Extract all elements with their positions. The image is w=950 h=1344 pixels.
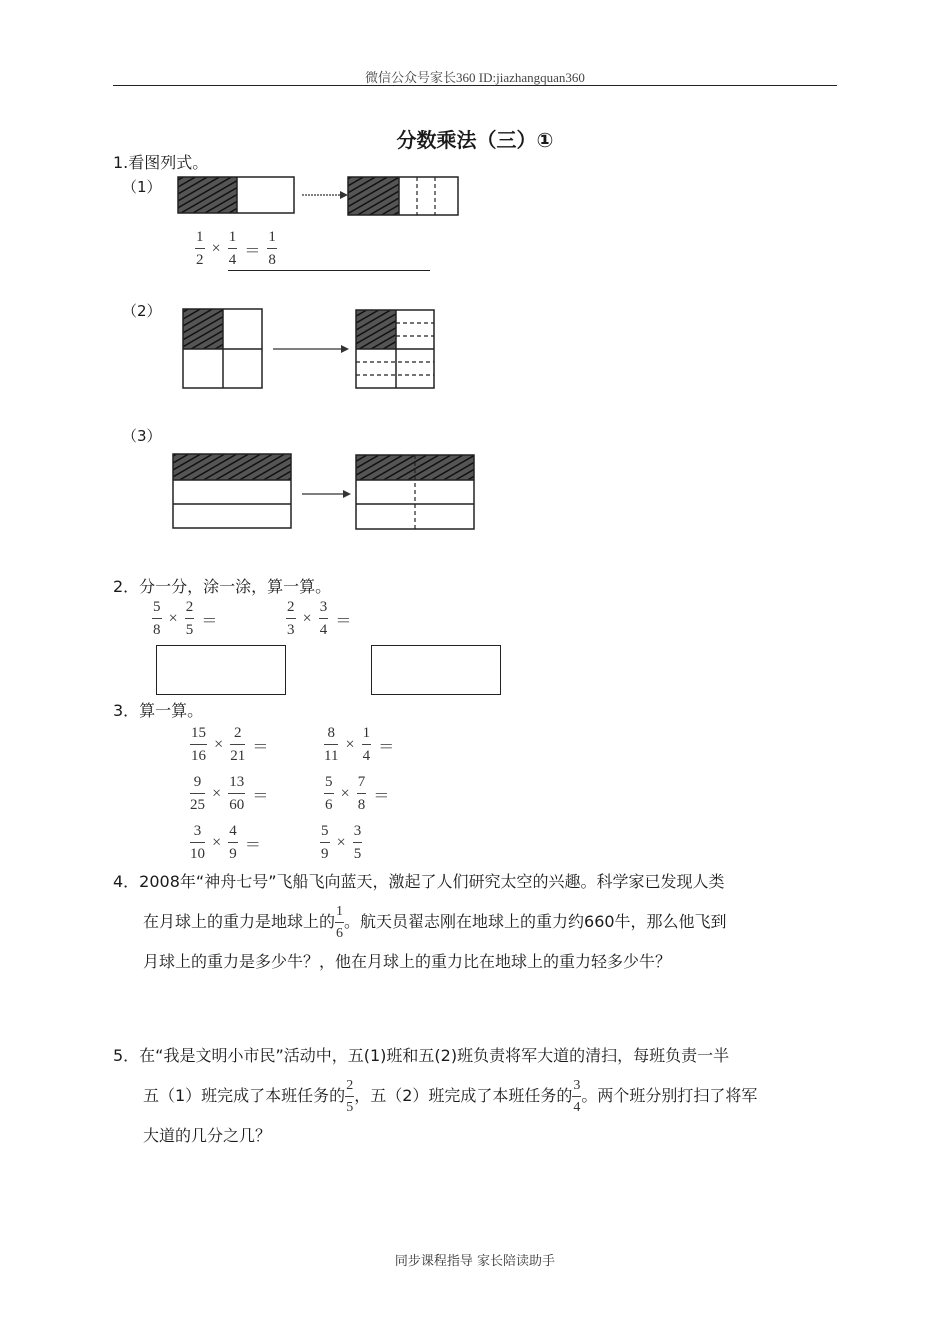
q2-heading: 2．分一分，涂一涂，算一算。 — [113, 577, 332, 596]
fig1-right-shaded — [348, 177, 399, 215]
fraction: $\frac{2}{5}$ — [346, 1077, 354, 1115]
q1-fig3 — [165, 446, 485, 536]
q3-expr-2: $\frac{8}{11}$ × $\frac{1}{4}$ ＝ — [324, 725, 395, 764]
fig2-left-shaded — [183, 309, 223, 349]
q5-line-2: 五（1）班完成了本班任务的 $\frac{2}{5}$ ，五（2）班完成了本班任务的 $\frac{3}{4}$ 。两个班分别打扫了将军 — [143, 1077, 758, 1115]
q3-heading: 3．算一算。 — [113, 701, 204, 720]
header-rule — [113, 85, 837, 86]
q2-drawing-box-2[interactable] — [371, 645, 501, 695]
fraction: $\frac{5}{8}$ — [153, 599, 161, 638]
q3-expr-3: $\frac{9}{25}$ × $\frac{13}{60}$ ＝ — [190, 774, 269, 813]
q5-text — [113, 1036, 853, 1156]
fraction: $\frac{3}{4}$ — [319, 599, 328, 638]
q1-fig2 — [175, 302, 445, 394]
q2-expr-1: $\frac{5}{8}$ × $\frac{2}{5}$ ＝ — [153, 599, 218, 638]
q1-sub1-label: （1） — [122, 178, 162, 196]
q4-line-2: 在月球上的重力是地球上的 $\frac{1}{6}$ 。航天员翟志刚在地球上的重力约660牛，那么他飞到 — [143, 903, 727, 941]
q1-heading: 1.看图列式。 — [113, 153, 209, 172]
fig1-left-shaded — [178, 177, 237, 213]
q3-expr-5: $\frac{3}{10}$ × $\frac{4}{9}$ ＝ — [190, 823, 261, 862]
page-header: 微信公众号家长360 ID:jiazhangquan360 — [365, 70, 585, 85]
fraction: $\frac{3}{4}$ — [573, 1077, 581, 1115]
q1-answer-line[interactable] — [228, 270, 430, 271]
q1-sub2-label: （2） — [122, 302, 162, 320]
q5-line-1: 5．在“我是文明小市民”活动中，五(1)班和五(2)班负责将军大道的清扫，每班负责一半 — [113, 1046, 730, 1065]
fraction: $\frac{1}{8}$ — [268, 229, 276, 268]
q4-text — [113, 862, 853, 982]
q1-example: $\frac{1}{2}$ × $\frac{1}{4}$ ＝ $\frac{1}{8}$ — [196, 229, 276, 268]
page-footer: 同步课程指导 家长陪读助手 — [394, 1254, 556, 1269]
q3-expr-6: $\frac{5}{9}$ × $\frac{3}{5}$ — [321, 823, 362, 862]
q2-drawing-box-1[interactable] — [156, 645, 286, 695]
q5-line-3: 大道的几分之几？ — [143, 1126, 272, 1145]
fig3-left-shaded — [173, 454, 291, 480]
q1-sub3-label: （3） — [122, 427, 162, 445]
fig2-right-shaded — [356, 310, 396, 349]
fraction: $\frac{2}{3}$ — [287, 599, 295, 638]
q4-line-3: 月球上的重力是多少牛？，他在月球上的重力比在地球上的重力轻多少牛？ — [143, 952, 672, 971]
q1-fig1 — [170, 170, 470, 220]
q3-expr-1: $\frac{15}{16}$ × $\frac{2}{21}$ ＝ — [191, 725, 269, 764]
fraction: $\frac{1}{6}$ — [336, 903, 344, 941]
fraction: $\frac{1}{2}$ — [196, 229, 204, 268]
q4-line-1: 4．2008年“神舟七号”飞船飞向蓝天，激起了人们研究太空的兴趣。科学家已发现人类 — [113, 872, 725, 891]
page-title: 分数乘法（三）① — [396, 128, 554, 152]
fraction: $\frac{1}{4}$ — [228, 229, 237, 268]
fraction: $\frac{2}{5}$ — [185, 599, 194, 638]
q3-expr-4: $\frac{5}{6}$ × $\frac{7}{8}$ ＝ — [325, 774, 390, 813]
q2-expr-2: $\frac{2}{3}$ × $\frac{3}{4}$ ＝ — [287, 599, 352, 638]
